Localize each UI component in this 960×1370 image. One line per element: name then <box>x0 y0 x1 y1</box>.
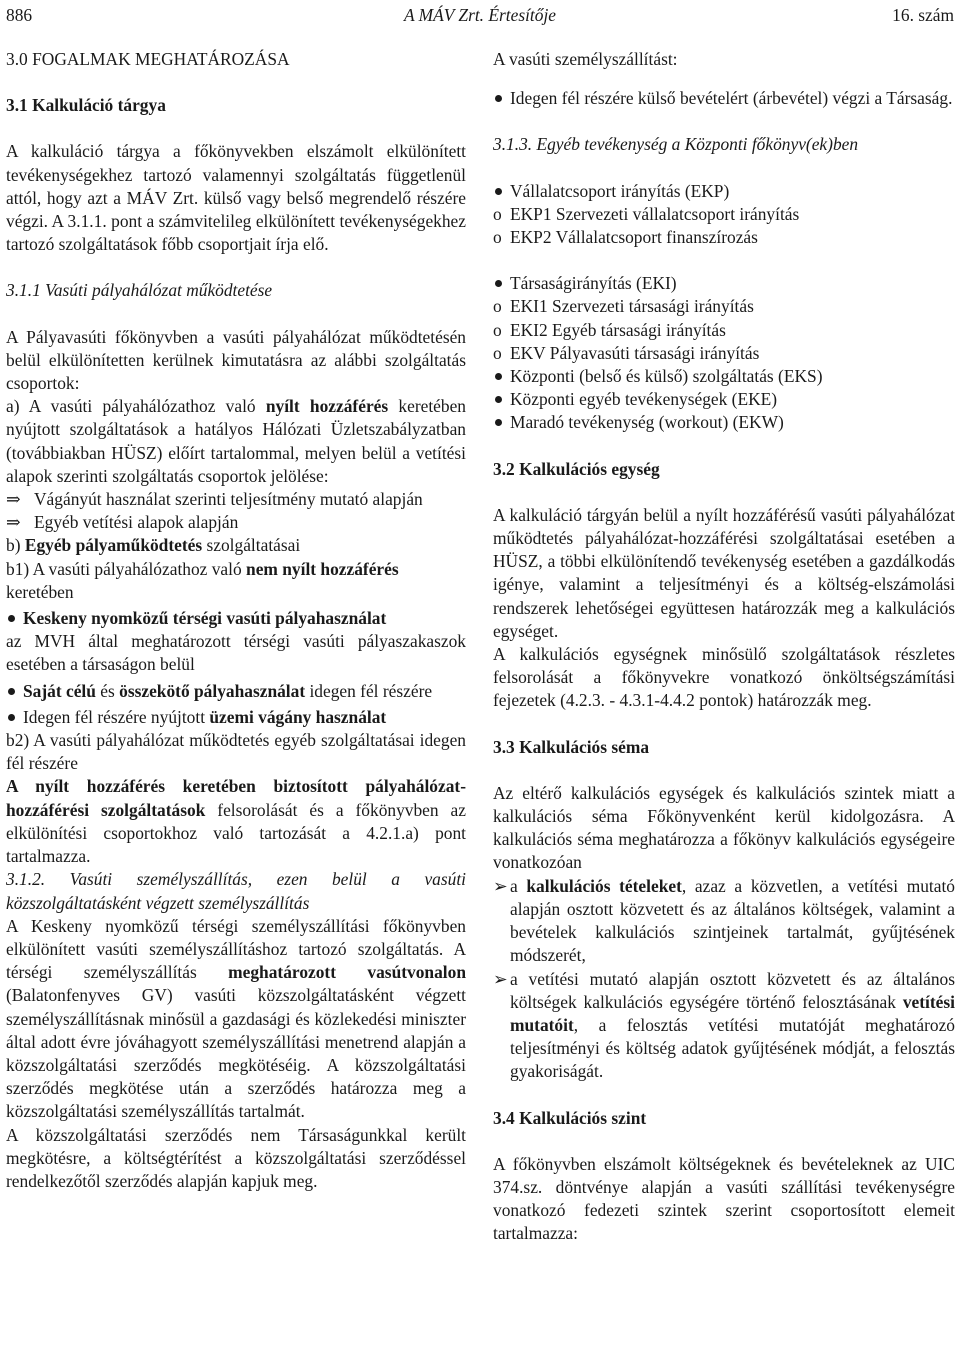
sub-marker-icon: o <box>493 227 502 248</box>
bullet-icon <box>495 280 502 287</box>
bullet-item-3: Idegen fél részére nyújtott üzemi vágány használat <box>6 706 466 729</box>
journal-title: A MÁV Zrt. Értesítője <box>403 5 556 25</box>
bullet-item-1: Keskeny nyomközű térségi vasúti pályahasználat <box>6 607 466 630</box>
sub-marker-icon: o <box>493 296 502 317</box>
left-column <box>6 48 466 1193</box>
chevron-item-1: ➢ a kalkulációs tételeket, azaz a közvetlen, a vetítési mutató alapján osztott közvetett és az általános költségek, valamint a bevételek kalkulációs szintjeinek tartalmát, gyűjtésének módszerét, <box>493 875 955 966</box>
paragraph-3-2-b: A kalkulációs egységnek minősülő szolgáltatások részletes felsorolását a főkönyvekre vonatkozó önköltségszámítási fejezetek (4.2.3. - 4.3.1-4.4.2 pontok) határozzák meg. <box>493 644 955 711</box>
arrow-icon: ⇒ <box>6 489 21 510</box>
heading-3-1-2: 3.1.2. Vasúti személyszállítás, ezen belül a vasúti közszolgáltatásként végzett személyszállítás <box>6 869 466 913</box>
sub-item-eki1: o EKI1 Szervezeti társasági irányítás <box>493 295 955 318</box>
vsz-bullet: Idegen fél részére külső bevételért (árbevétel) végzi a Társaság. <box>493 87 955 110</box>
heading-3-1-3: 3.1.3. Egyéb tevékenység a Központi főkönyv(ek)ben <box>493 134 859 155</box>
arrow-item-1: ⇒ Vágányút használat szerinti teljesítmény mutató alapján <box>6 488 466 511</box>
item-b1: b1) A vasúti pályahálózathoz való nem nyílt hozzáférés keretében <box>6 558 399 602</box>
sub-marker-icon: o <box>493 342 502 363</box>
section-title: 3.0 FOGALMAK MEGHATÁROZÁSA <box>6 49 290 69</box>
bullet-icon <box>8 688 15 695</box>
paragraph-3-4: A főkönyvben elszámolt költségeknek és bevételeknek az UIC 374.sz. döntvénye alapján a vasúti szállítási tevékenységre vonatkozó fedezeti szintek szerint csoportosított elemeit tartalmazza: <box>493 1153 955 1244</box>
paragraph-3-1-1: A Pályavasúti főkönyvben a vasúti pályahálózat működtetésén belül elkülönítetten kerülnek kimutatásra az alábbi szolgáltatás csoportok: <box>6 326 466 394</box>
bullet-item-2: Saját célú és összekötő pályahasználat idegen fél részére <box>6 680 466 703</box>
bullet-icon <box>495 419 502 426</box>
bullet-eki: Társaságirányítás (EKI) <box>493 272 955 295</box>
paragraph-3-1-2-b: A közszolgáltatási szerződés nem Társaságunkkal került megkötésre, a költségtérítést a közszolgáltatási szerződéssel rendelkezőtől szerződés alapján kapjuk meg. <box>6 1124 466 1191</box>
bullet-eke: Központi egyéb tevékenységek (EKE) <box>493 388 955 411</box>
intro-paragraph: A kalkuláció tárgya a főkönyvekben elszámolt elkülönített tevékenységekhez tartozó valamennyi szolgáltatás függetlenül attól, hogy azt a MÁV Zrt. külső vagy belső megrendelő részére végzi. A 3.1.1. pont a számvitelileg elkülönített tevékenységekhez tartozó szolgáltatások főbb csoportjait írja elő. <box>6 141 466 255</box>
page-header <box>6 4 954 30</box>
bullet-icon <box>495 188 502 195</box>
sub-item-eki2: o EKI2 Egyéb társasági irányítás <box>493 319 955 342</box>
sub-item-ekv: o EKV Pályavasúti társasági irányítás <box>493 342 955 365</box>
paragraph-3-1-2: A Keskeny nyomközű térségi személyszállítási főkönyvben elkülönített vasúti személyszállításhoz tartozó szolgáltatás. A térségi személyszállítás meghatározott vasútvonalon (Balatonfenyves GV) vasúti közszolgáltatásként végzett személyszállításnak minősül a gazdasági és közlekedési miniszter által adott évre jóváhagyott személyszállítási menetrend alapján a közszolgáltatási szerződés megkötéséig. A közszolgáltatási szerződés megkötése után a szerződés határozza meg a közszolgáltatási személyszállítás tartalmát. <box>6 915 466 1122</box>
subsection-title-3-1: 3.1 Kalkuláció tárgya <box>6 95 166 116</box>
chevron-item-2: ➢ a vetítési mutató alapján osztott közvetett és az általános költségek kalkulációs egységére történő felosztásának vetítési mutatóit, a felosztás vetítési mutatóját meghatározó teljesítményi és költség adatok gyűjtésének módját, a felosztás gyakoriságát. <box>493 968 955 1082</box>
chevron-icon: ➢ <box>493 875 508 896</box>
heading-3-4: 3.4 Kalkulációs szint <box>493 1107 647 1128</box>
item-b: b) Egyéb pályaműködtetés szolgáltatásai <box>6 535 301 556</box>
bullet-item-1-text: az MVH által meghatározott térségi vasúti pályaszakaszok esetében a társaságon belül <box>6 631 466 675</box>
bullet-eks: Központi (belső és külső) szolgáltatás (EKS) <box>493 365 955 388</box>
bullet-icon <box>8 615 15 622</box>
bullet-icon <box>495 396 502 403</box>
nyilt-hozzaferes-paragraph: A nyílt hozzáférés keretében biztosított pályahálózat-hozzáférési szolgáltatások felsorolását és a főkönyvben az elkülönítési csoportokhoz való tartozását a 4.2.1.a) pont tartalmazza. <box>6 776 466 867</box>
paragraph-3-2-a: A kalkuláció tárgyán belül a nyílt hozzáférésű vasúti pályahálózat működtetés pályahálózat-hozzáférési szolgáltatásai esetében a HÜSZ, a többi elkülönítendő tevékenység esetében a gazdálkodás igénye, valamint a teljesítményi és a költség-elszámolási rendszerek lehetőségei együttesen határozzák meg a kalkulációs egységet. <box>493 504 955 641</box>
arrow-icon: ⇒ <box>6 512 21 533</box>
paragraph-3-3: Az eltérő kalkulációs egységek és kalkulációs szintek miatt a kalkulációs séma Főkönyvenként kerül kidolgozásra. A kalkulációs séma meghatározza a főkönyv kalkulációs egységeire vonatkozóan <box>493 782 955 873</box>
item-a: a) A vasúti pályahálózathoz való nyílt hozzáférés keretében nyújtott szolgáltatások a hatályos Hálózati Üzletszabályzatban (továbbiakban HÜSZ) előírt tartalommal, melyen belül a vetítési alapok szerinti szolgáltatás csoportok jelölése: <box>6 396 466 486</box>
right-column <box>493 48 955 1246</box>
page-number: 886 <box>6 5 33 25</box>
item-b2: b2) A vasúti pályahálózat működtetés egyéb szolgáltatásai idegen fél részére <box>6 730 466 774</box>
bullet-ekp: Vállalatcsoport irányítás (EKP) <box>493 180 955 203</box>
sub-item-ekp2: o EKP2 Vállalatcsoport finanszírozás <box>493 226 955 249</box>
sub-marker-icon: o <box>493 203 502 224</box>
heading-3-2: 3.2 Kalkulációs egység <box>493 458 660 479</box>
heading-3-1-1: 3.1.1 Vasúti pályahálózat működtetése <box>6 280 273 301</box>
heading-3-3: 3.3 Kalkulációs séma <box>493 736 650 757</box>
bullet-icon <box>495 373 502 380</box>
chevron-icon: ➢ <box>493 968 508 989</box>
sub-marker-icon: o <box>493 319 502 340</box>
bullet-ekw: Maradó tevékenység (workout) (EKW) <box>493 411 955 434</box>
bullet-icon <box>495 95 502 102</box>
issue-number: 16. szám <box>892 5 954 25</box>
sub-item-ekp1: o EKP1 Szervezeti vállalatcsoport irányítás <box>493 203 955 226</box>
arrow-item-2: ⇒ Egyéb vetítési alapok alapján <box>6 511 466 534</box>
vsz-intro: A vasúti személyszállítást: <box>493 49 678 69</box>
bullet-icon <box>8 714 15 721</box>
